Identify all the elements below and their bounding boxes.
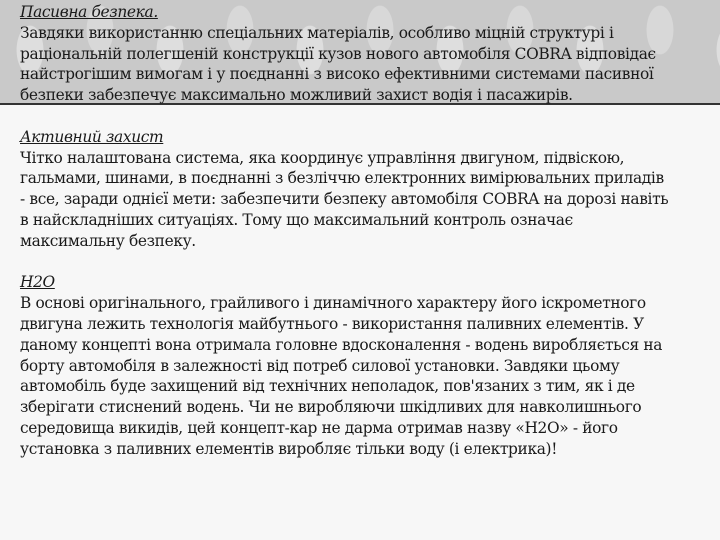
paragraph-line: раціональній полегшеній конструкції кузов нового автомобіля COBRA відповідає	[20, 44, 656, 63]
paragraph-line: борту автомобіля в залежності від потреб силової установки. Завдяки цьому	[20, 356, 620, 375]
section-heading: H2O	[20, 273, 55, 292]
section-heading: Активний захист	[20, 127, 164, 146]
paragraph-line: В основі оригінального, грайливого і динамічного характеру його іскрометного	[20, 294, 646, 313]
paragraph-line: середовища викидів, цей концепт-кар не дарма отримав назву «H2O» - його	[20, 418, 618, 437]
section	[20, 127, 710, 252]
paragraph-line: Чітко налаштована система, яка координує управління двигуном, підвіскою,	[20, 148, 625, 167]
paragraph-line: Завдяки використанню спеціальних матеріалів, особливо міцній структурі і	[20, 23, 614, 42]
paragraph-line: максимальну безпеку.	[20, 231, 196, 250]
paragraph-line: двигуна лежить технологія майбутнього - використання паливних елементів. У	[20, 314, 644, 333]
paragraph-line: даному концепті вона отримала головне вдосконалення - водень виробляється на	[20, 335, 663, 354]
paragraph-line: гальмами, шинами, в поєднанні з безліччю електронних вимірювальних приладів	[20, 169, 664, 188]
section-heading: Пасивна безпека.	[20, 3, 158, 21]
paragraph-line: в найскладніших ситуаціях. Тому що максимальний контроль означає	[20, 210, 573, 229]
section	[20, 272, 710, 459]
paragraph-line: установка з паливних елементів виробляє тільки воду (і електрика)!	[20, 439, 558, 458]
paragraph-line: - все, заради однієї мети: забезпечити безпеку автомобіля COBRA на дорозі навіть	[20, 190, 669, 209]
paragraph-line: зберігати стиснений водень. Чи не виробляючи шкідливих для навколишнього	[20, 398, 642, 417]
section	[20, 2, 710, 106]
slide-content	[20, 2, 710, 480]
paragraph-line: безпеки забезпечує максимально можливий захист водія і пасажирів.	[20, 86, 573, 105]
paragraph-line: найстрогішим вимогам і у поєднанні з високо ефективними системами пасивної	[20, 65, 654, 84]
paragraph-line: автомобіль буде захищений від технічних неполадок, пов'язаних з тим, як і де	[20, 377, 635, 396]
